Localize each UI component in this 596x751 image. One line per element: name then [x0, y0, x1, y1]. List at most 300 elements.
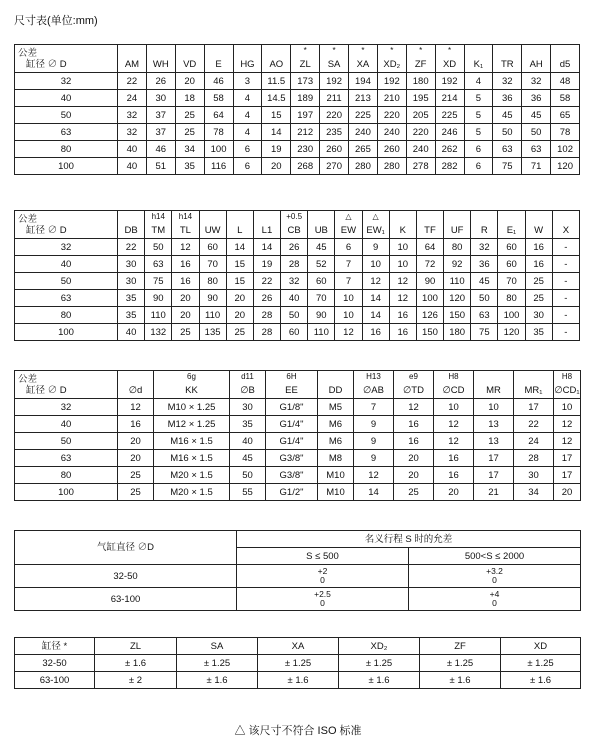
value-cell: 51 [146, 158, 175, 175]
value-cell: - [552, 256, 579, 273]
tolerance-mark-row [15, 371, 581, 383]
bore-cell: 63-100 [15, 588, 237, 611]
value-cell: 150 [444, 307, 471, 324]
column-header: ∅d [118, 382, 154, 399]
tolerance-mark: △ [362, 211, 389, 223]
value-cell: 10 [434, 399, 474, 416]
column-header: TL [172, 222, 199, 239]
value-cell: 12 [389, 273, 416, 290]
stroke-tolerance-table [14, 530, 581, 611]
value-cell: 25 [118, 467, 154, 484]
value-cell: 28 [253, 307, 280, 324]
value-cell: 50 [230, 467, 266, 484]
column-header: ZF [420, 638, 501, 655]
value-cell: 220 [377, 107, 406, 124]
value-cell: 16 [394, 416, 434, 433]
table-row [15, 239, 580, 256]
value-cell: 90 [199, 290, 226, 307]
table-row [15, 672, 581, 689]
tolerance-mark [444, 211, 471, 223]
value-cell: 58 [551, 90, 580, 107]
tolerance-cell: +4 0 [409, 588, 581, 611]
dimension-table-3 [14, 370, 581, 501]
value-cell: 173 [291, 73, 320, 90]
value-cell: 75 [493, 158, 522, 175]
tolerance-mark: h14 [172, 211, 199, 223]
value-cell: 12 [335, 324, 362, 341]
bore-cell: 40 [15, 256, 118, 273]
value-cell: 17 [554, 467, 581, 484]
value-cell: 25 [226, 324, 253, 341]
value-cell: 14 [262, 124, 291, 141]
column-header: ∅B [230, 382, 266, 399]
value-cell: 35 [525, 324, 552, 341]
column-header: DD [318, 382, 354, 399]
value-cell: 12 [554, 433, 581, 450]
value-cell: 280 [377, 158, 406, 175]
tolerance-mark [498, 211, 525, 223]
value-cell: M6 [318, 416, 354, 433]
dimension-table-1 [14, 44, 580, 175]
value-cell: 26 [253, 290, 280, 307]
value-cell: 25 [394, 484, 434, 501]
value-cell: 12 [389, 290, 416, 307]
table-row [15, 73, 580, 90]
table-row [15, 399, 581, 416]
column-header: AH [522, 56, 551, 73]
tolerance-mark: * [349, 45, 378, 57]
value-cell: 72 [416, 256, 443, 273]
value-cell: 15 [226, 273, 253, 290]
tolerance-mark: * [435, 45, 464, 57]
value-cell: 48 [551, 73, 580, 90]
value-cell: 10 [389, 239, 416, 256]
column-header: AO [262, 56, 291, 73]
tolerance-label: 公差 [18, 47, 38, 59]
tolerance-mark [233, 45, 262, 57]
value-cell: 4 [233, 107, 262, 124]
value-cell: 17 [474, 467, 514, 484]
value-cell: 260 [377, 141, 406, 158]
value-cell: 64 [416, 239, 443, 256]
tolerance-mark [551, 45, 580, 57]
dimension-table-2 [14, 210, 580, 341]
table-row [15, 290, 580, 307]
value-cell: 50 [145, 239, 172, 256]
column-header: CB [281, 222, 308, 239]
bore-cell: 100 [15, 324, 118, 341]
column-header-row [15, 638, 581, 655]
value-cell: 25 [525, 290, 552, 307]
value-cell: 60 [199, 239, 226, 256]
column-header: UB [308, 222, 335, 239]
value-cell: 80 [199, 273, 226, 290]
value-cell: 22 [118, 73, 147, 90]
tolerance-mark [199, 211, 226, 223]
value-cell: 14 [226, 239, 253, 256]
value-cell: 12 [554, 416, 581, 433]
value-cell: G3/8" [266, 450, 318, 467]
value-cell: M8 [318, 450, 354, 467]
column-header: TM [145, 222, 172, 239]
bore-cell: 50 [15, 273, 118, 290]
value-cell: 26 [281, 239, 308, 256]
value-cell: 12 [354, 467, 394, 484]
bore-cell: 40 [15, 416, 118, 433]
value-cell: 10 [554, 399, 581, 416]
tolerance-mark [389, 211, 416, 223]
value-cell: M5 [318, 399, 354, 416]
stroke-range-header: S ≤ 500 [237, 548, 409, 565]
column-header: ∅CD [434, 382, 474, 399]
bore-cell: 80 [15, 467, 118, 484]
tolerance-mark: H8 [554, 371, 581, 383]
value-cell: 45 [230, 450, 266, 467]
bore-diameter-header: 气缸直径 ∅D [15, 531, 237, 565]
bore-cell: 40 [15, 90, 118, 107]
value-cell: 45 [522, 107, 551, 124]
tolerance-mark [522, 45, 551, 57]
value-cell: 37 [146, 124, 175, 141]
tolerance-mark [474, 371, 514, 383]
column-header: L1 [253, 222, 280, 239]
bore-cell: 63 [15, 124, 118, 141]
value-cell: 24 [118, 90, 147, 107]
tolerance-mark [118, 371, 154, 383]
value-cell: 40 [281, 290, 308, 307]
value-cell: - [552, 273, 579, 290]
header-corner [15, 211, 118, 239]
value-cell: ± 1.6 [95, 655, 177, 672]
value-cell: 211 [320, 90, 349, 107]
value-cell: G1/2" [266, 484, 318, 501]
value-cell: 189 [291, 90, 320, 107]
value-cell: 63 [471, 307, 498, 324]
column-header: XA [258, 638, 339, 655]
tolerance-mark: +0.5 [281, 211, 308, 223]
value-cell: 25 [172, 324, 199, 341]
bore-cell: 100 [15, 158, 118, 175]
column-header: XD [501, 638, 581, 655]
table-row [15, 484, 581, 501]
value-cell: 52 [308, 256, 335, 273]
value-cell: 7 [335, 256, 362, 273]
tolerance-mark: h14 [145, 211, 172, 223]
value-cell: - [552, 324, 579, 341]
value-cell: 9 [362, 239, 389, 256]
value-cell: 70 [498, 273, 525, 290]
column-header: K₁ [464, 56, 493, 73]
value-cell: 110 [199, 307, 226, 324]
value-cell: 194 [349, 73, 378, 90]
value-cell: 205 [406, 107, 435, 124]
value-cell: 32 [493, 73, 522, 90]
value-cell: 280 [349, 158, 378, 175]
bore-cell: 32-50 [15, 565, 237, 588]
tolerance-mark: * [377, 45, 406, 57]
bore-label: 缸径 ∅ D [26, 224, 67, 236]
table-row [15, 655, 581, 672]
value-cell: 180 [406, 73, 435, 90]
tolerance-mark [226, 211, 253, 223]
table-row [15, 416, 581, 433]
bore-cell: 100 [15, 484, 118, 501]
value-cell: 35 [175, 158, 204, 175]
tolerance-mark [416, 211, 443, 223]
value-cell: 36 [471, 256, 498, 273]
value-cell: 192 [320, 73, 349, 90]
bore-cell: 32 [15, 399, 118, 416]
value-cell: 240 [349, 124, 378, 141]
value-cell: 13 [474, 433, 514, 450]
value-cell: 40 [118, 141, 147, 158]
value-cell: 110 [145, 307, 172, 324]
value-cell: 10 [389, 256, 416, 273]
value-cell: 265 [349, 141, 378, 158]
column-header: HG [233, 56, 262, 73]
bore-cell: 50 [15, 107, 118, 124]
column-header: TR [493, 56, 522, 73]
value-cell: 90 [145, 290, 172, 307]
value-cell: 30 [525, 307, 552, 324]
header-corner [15, 45, 118, 73]
column-header: TF [416, 222, 443, 239]
value-cell: 45 [308, 239, 335, 256]
table-row [15, 307, 580, 324]
value-cell: 12 [434, 433, 474, 450]
value-cell: 50 [493, 124, 522, 141]
value-cell: 14 [354, 484, 394, 501]
tolerance-cell: +2.5 0 [237, 588, 409, 611]
tolerance-mark: * [320, 45, 349, 57]
value-cell: 16 [172, 273, 199, 290]
value-cell: 120 [551, 158, 580, 175]
value-cell: 60 [498, 256, 525, 273]
value-cell: 3 [233, 73, 262, 90]
tolerance-mark: * [406, 45, 435, 57]
value-cell: 14 [362, 307, 389, 324]
value-cell: 18 [175, 90, 204, 107]
value-cell: M16 × 1.5 [154, 433, 230, 450]
page-title: 尺寸表(单位:mm) [14, 15, 98, 27]
value-cell: 22 [253, 273, 280, 290]
tolerance-mark: △ [335, 211, 362, 223]
value-cell: 14 [362, 290, 389, 307]
bore-cell: 32 [15, 73, 118, 90]
column-header: W [525, 222, 552, 239]
value-cell: 16 [525, 239, 552, 256]
bore-cell: 63 [15, 450, 118, 467]
value-cell: 19 [262, 141, 291, 158]
value-cell: 32 [522, 73, 551, 90]
table-row [15, 90, 580, 107]
column-header: ∅CD₁ [554, 382, 581, 399]
value-cell: 20 [394, 450, 434, 467]
value-cell: 220 [406, 124, 435, 141]
table-row [15, 565, 581, 588]
value-cell: 20 [434, 484, 474, 501]
tolerance-mark [253, 211, 280, 223]
tolerance-mark-row [15, 45, 580, 57]
footnote: △ 该尺寸不符合 ISO 标准 [234, 725, 362, 737]
value-cell: 100 [416, 290, 443, 307]
table-row [15, 588, 581, 611]
value-cell: 9 [354, 450, 394, 467]
column-header: DB [118, 222, 145, 239]
value-cell: 75 [145, 273, 172, 290]
value-cell: 20 [554, 484, 581, 501]
column-header: ZF [406, 56, 435, 73]
value-cell: 10 [335, 307, 362, 324]
value-cell: 11.5 [262, 73, 291, 90]
tolerance-mark: d11 [230, 371, 266, 383]
tolerance-mark [318, 371, 354, 383]
value-cell: 15 [226, 256, 253, 273]
value-cell: 20 [226, 307, 253, 324]
value-cell: 16 [118, 416, 154, 433]
value-cell: 120 [498, 324, 525, 341]
value-cell: 268 [291, 158, 320, 175]
value-cell: 15 [262, 107, 291, 124]
value-cell: 40 [118, 324, 145, 341]
value-cell: G1/8" [266, 399, 318, 416]
value-cell: 120 [444, 290, 471, 307]
column-header: XD₂ [339, 638, 420, 655]
value-cell: 22 [514, 416, 554, 433]
column-header: d5 [551, 56, 580, 73]
value-cell: 6 [233, 158, 262, 175]
value-cell: 10 [335, 290, 362, 307]
value-cell: 192 [377, 73, 406, 90]
value-cell: 235 [320, 124, 349, 141]
tolerance-mark: 6H [266, 371, 318, 383]
value-cell: 6 [464, 158, 493, 175]
tolerance-mark: 6g [154, 371, 230, 383]
value-cell: 16 [434, 467, 474, 484]
value-cell: 5 [464, 90, 493, 107]
column-header: UW [199, 222, 226, 239]
value-cell: 13 [474, 416, 514, 433]
value-cell: 32 [281, 273, 308, 290]
value-cell: 25 [525, 273, 552, 290]
value-cell: 46 [146, 141, 175, 158]
header-corner [15, 371, 118, 399]
value-cell: M10 [318, 467, 354, 484]
value-cell: 5 [464, 124, 493, 141]
value-cell: 90 [308, 307, 335, 324]
tolerance-mark [118, 211, 145, 223]
value-cell: 20 [118, 433, 154, 450]
value-cell: ± 2 [95, 672, 177, 689]
value-cell: 12 [118, 399, 154, 416]
value-cell: 225 [435, 107, 464, 124]
column-header: XD [435, 56, 464, 73]
value-cell: 16 [389, 324, 416, 341]
stroke-tolerance-header: 名义行程 S 时的允差 [237, 531, 581, 548]
value-cell: 80 [498, 290, 525, 307]
value-cell: 20 [226, 290, 253, 307]
column-header: R [471, 222, 498, 239]
value-cell: 63 [522, 141, 551, 158]
value-cell: 60 [498, 239, 525, 256]
value-cell: 20 [175, 73, 204, 90]
value-cell: 260 [320, 141, 349, 158]
value-cell: 6 [335, 239, 362, 256]
value-cell: 213 [349, 90, 378, 107]
column-header: SA [177, 638, 258, 655]
column-header: AM [118, 56, 147, 73]
column-header: X [552, 222, 579, 239]
column-header: E [204, 56, 233, 73]
value-cell: 30 [146, 90, 175, 107]
value-cell: 16 [525, 256, 552, 273]
value-cell: 192 [435, 73, 464, 90]
tolerance-mark [146, 45, 175, 57]
value-cell: 30 [230, 399, 266, 416]
value-cell: 35 [230, 416, 266, 433]
tolerance-cell: +3.2 0 [409, 565, 581, 588]
value-cell: 45 [493, 107, 522, 124]
value-cell: 46 [204, 73, 233, 90]
tolerance-mark [552, 211, 579, 223]
value-cell: 14 [253, 239, 280, 256]
value-cell: 270 [320, 158, 349, 175]
tolerance-mark: * [291, 45, 320, 57]
value-cell: 6 [464, 141, 493, 158]
value-cell: ± 1.6 [177, 672, 258, 689]
value-cell: 90 [416, 273, 443, 290]
column-header: ∅TD [394, 382, 434, 399]
table-row [15, 450, 581, 467]
value-cell: 17 [514, 399, 554, 416]
value-cell: 28 [281, 256, 308, 273]
value-cell: 25 [118, 484, 154, 501]
bore-cell: 80 [15, 141, 118, 158]
value-cell: 9 [354, 416, 394, 433]
value-cell: ± 1.25 [420, 655, 501, 672]
value-cell: 60 [281, 324, 308, 341]
tolerance-mark [514, 371, 554, 383]
value-cell: 35 [118, 290, 145, 307]
tolerance-mark [262, 45, 291, 57]
tolerance-label: 公差 [18, 373, 38, 385]
value-cell: M10 × 1.25 [154, 399, 230, 416]
value-cell: 10 [362, 256, 389, 273]
value-cell: 25 [175, 107, 204, 124]
column-header: EE [266, 382, 318, 399]
stroke-range-header: 500<S ≤ 2000 [409, 548, 581, 565]
value-cell: 7 [354, 399, 394, 416]
value-cell: 50 [281, 307, 308, 324]
value-cell: 32 [118, 107, 147, 124]
value-cell: 34 [175, 141, 204, 158]
value-cell: 40 [230, 433, 266, 450]
tolerance-label: 公差 [18, 213, 38, 225]
value-cell: 30 [118, 256, 145, 273]
value-cell: 240 [406, 141, 435, 158]
value-cell: 12 [362, 273, 389, 290]
value-cell: 36 [493, 90, 522, 107]
value-cell: 32 [471, 239, 498, 256]
value-cell: G1/4" [266, 433, 318, 450]
value-cell: ± 1.25 [177, 655, 258, 672]
value-cell: 63 [493, 141, 522, 158]
value-cell: M12 × 1.25 [154, 416, 230, 433]
tolerance-mark [204, 45, 233, 57]
value-cell: 210 [377, 90, 406, 107]
table-row [15, 141, 580, 158]
value-cell: 16 [389, 307, 416, 324]
